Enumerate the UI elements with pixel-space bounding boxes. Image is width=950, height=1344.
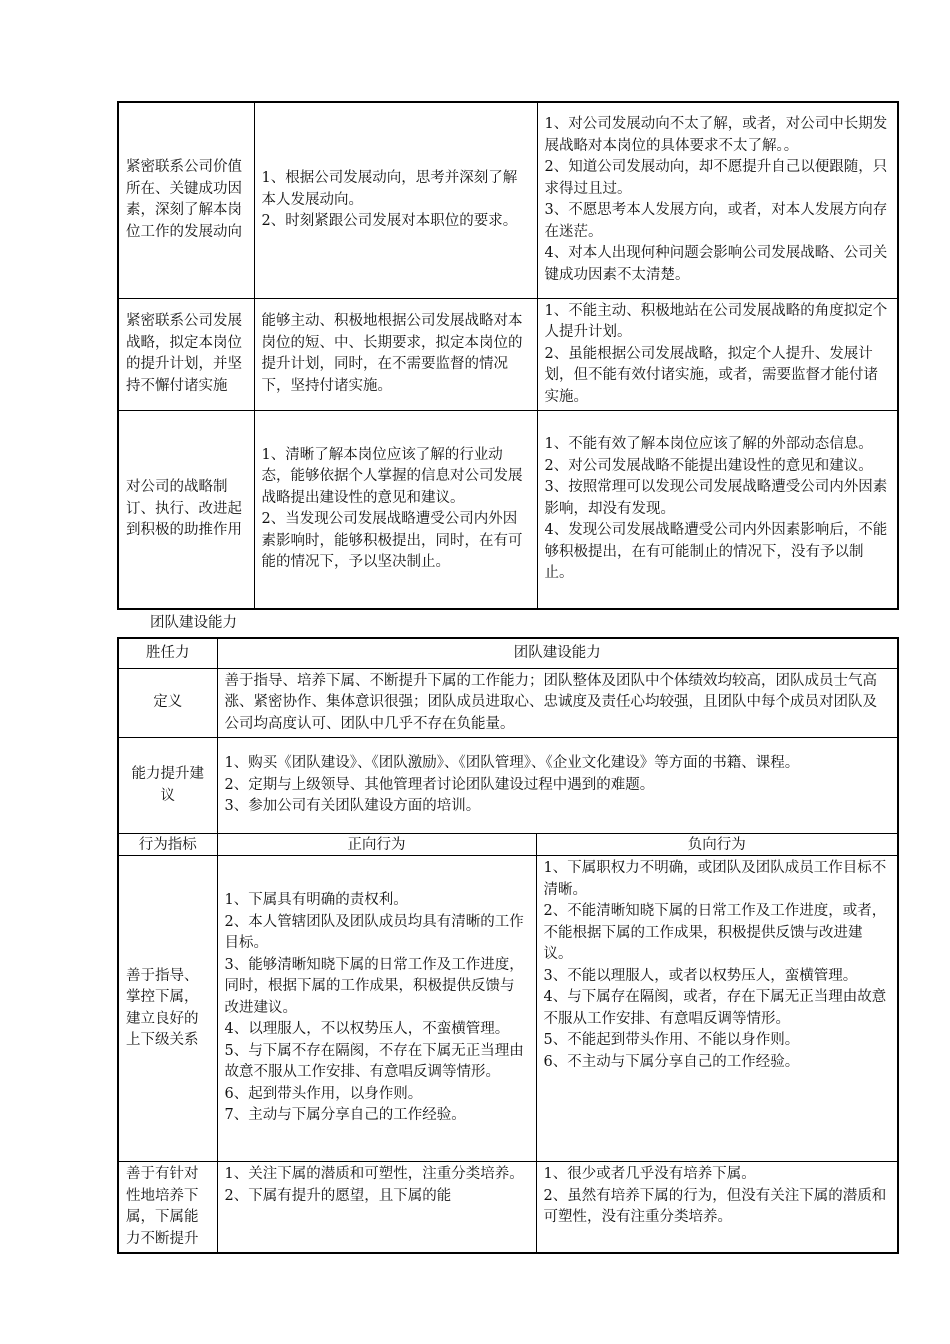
improve-item: 1、购买《团队建设》、《团队激励》、《团队管理》、《企业文化建设》等方面的书籍、课程。 — [224, 755, 800, 772]
negative-item: 1、对公司发展动向不太了解，或者，对公司中长期发展战略对本岗位的具体要求不太了解。。 — [544, 116, 888, 154]
indicator-cell: 善于有针对性地培养下属，下属能力不断提升 — [118, 1162, 217, 1254]
table-row — [118, 856, 898, 1162]
improve-item: 2、定期与上级领导、其他管理者讨论团队建设过程中遇到的难题。 — [224, 776, 655, 793]
header-indicator: 行为指标 — [118, 834, 217, 856]
negative-cell — [537, 411, 898, 609]
competency-cell: 对公司的战略制订、执行、改进起到积极的助推作用 — [118, 411, 254, 609]
improve-cell — [217, 738, 898, 834]
negative-cell — [537, 102, 898, 298]
table-row — [118, 638, 898, 668]
table-row — [118, 102, 898, 298]
positive-item: 1、根据公司发展动向，思考并深刻了解本人发展动向。 — [261, 170, 518, 208]
competency-name: 团队建设能力 — [217, 638, 898, 668]
competency-cell: 紧密联系公司价值所在、关键成功因素，深刻了解本岗位工作的发展动向 — [118, 102, 254, 298]
negative-item: 2、虽能根据公司发展战略，拟定个人提升、发展计划，但不能有效付诸实施，或者，需要监督才能付诸实施。 — [544, 345, 878, 405]
positive-item: 能够主动、积极地根据公司发展战略对本岗位的短、中、长期要求，拟定本岗位的提升计划，同时，在不需要监督的情况下，坚持付诸实施。 — [261, 313, 523, 394]
improve-item: 3、参加公司有关团队建设方面的培训。 — [224, 798, 481, 815]
negative-item: 1、不能有效了解本岗位应该了解的外部动态信息。 — [544, 436, 873, 452]
negative-item: 1、下属职权力不明确，或团队及团队成员工作目标不清晰。 — [543, 860, 887, 898]
negative-item: 2、不能清晰知晓下属的日常工作及工作进度，或者，不能根据下属的工作成果，积极提供反馈与改进建议。 — [543, 903, 887, 962]
positive-item: 2、下属有提升的愿望，且下属的能 — [224, 1187, 452, 1204]
positive-item: 6、起到带头作用，以身作则。 — [224, 1085, 423, 1102]
negative-item: 4、对本人出现何种问题会影响公司发展战略、公司关键成功因素不太清楚。 — [544, 245, 888, 283]
table-row — [118, 298, 898, 411]
negative-item: 4、发现公司发展战略遭受公司内外因素影响后，不能够积极提出，在有可能制止的情况下，没有予以制止。 — [544, 522, 888, 581]
negative-item: 2、对公司发展战略不能提出建设性的意见和建议。 — [544, 457, 873, 474]
positive-item: 4、以理服人，不以权势压人，不蛮横管理。 — [224, 1021, 510, 1038]
strategy-table — [117, 101, 899, 610]
negative-item: 1、很少或者几乎没有培养下属。 — [543, 1166, 756, 1182]
definition-label: 定义 — [118, 668, 217, 738]
positive-item: 2、当发现公司发展战略遭受公司内外因素影响时，能够积极提出，同时，在有可能的情况下，予以坚决制止。 — [261, 511, 523, 571]
negative-item: 2、知道公司发展动向，却不愿提升自己以便跟随，只求得过且过。 — [544, 159, 888, 197]
negative-item: 3、不愿思考本人发展方向，或者，对本人发展方向存在迷茫。 — [544, 202, 888, 240]
definition-text: 善于指导、培养下属、不断提升下属的工作能力；团队整体及团队中个体绩效均较高，团队成员士气高涨、紧密协作、集体意识很强；团队成员进取心、忠诚度及责任心均较强，且团队中每个成员对团队及公司均高度认可、团队中几乎不存在负能量。 — [217, 668, 898, 738]
positive-item: 1、清晰了解本岗位应该了解的行业动态，能够依据个人掌握的信息对公司发展战略提出建设性的意见和建议。 — [261, 446, 523, 506]
positive-item: 2、时刻紧跟公司发展对本职位的要求。 — [261, 213, 518, 229]
section-caption: 团队建设能力 — [150, 615, 237, 631]
negative-item: 3、按照常理可以发现公司发展战略遭受公司内外因素影响，却没有发现。 — [544, 479, 888, 517]
positive-item: 5、与下属不存在隔阂，不存在下属无正当理由故意不服从工作安排、有意唱反调等情形。 — [224, 1042, 524, 1081]
negative-item: 6、不主动与下属分享自己的工作经验。 — [543, 1053, 800, 1070]
team-building-table — [117, 637, 899, 1254]
positive-item: 3、能够清晰知晓下属的日常工作及工作进度，同时，根据下属的工作成果，积极提供反馈与改进建议。 — [224, 956, 524, 1016]
improve-label: 能力提升建议 — [118, 738, 217, 834]
positive-cell — [254, 411, 537, 609]
indicator-cell: 善于指导、掌控下属，建立良好的上下级关系 — [118, 856, 217, 1162]
negative-item: 1、不能主动、积极地站在公司发展战略的角度拟定个人提升计划。 — [544, 302, 888, 340]
header-positive: 正向行为 — [217, 834, 536, 856]
positive-item: 1、下属具有明确的责权利。 — [224, 892, 408, 909]
table-row — [118, 668, 898, 738]
table-header-row — [118, 834, 898, 856]
negative-item: 2、虽然有培养下属的行为，但没有关注下属的潜质和可塑性，没有注重分类培养。 — [543, 1187, 887, 1225]
positive-cell — [217, 1162, 536, 1254]
negative-item: 5、不能起到带头作用、不能以身作则。 — [543, 1032, 800, 1048]
competency-cell: 紧密联系公司发展战略，拟定本岗位的提升计划，并坚持不懈付诸实施 — [118, 298, 254, 411]
competency-label: 胜任力 — [118, 638, 217, 668]
header-negative: 负向行为 — [536, 834, 898, 856]
negative-item: 3、不能以理服人，或者以权势压人，蛮横管理。 — [543, 967, 858, 984]
positive-cell — [254, 102, 537, 298]
positive-cell — [254, 298, 537, 411]
positive-item: 7、主动与下属分享自己的工作经验。 — [224, 1107, 466, 1124]
table-row — [118, 1162, 898, 1254]
negative-cell — [537, 298, 898, 411]
positive-item: 1、关注下属的潜质和可塑性，注重分类培养。 — [224, 1166, 524, 1182]
positive-cell — [217, 856, 536, 1162]
table-row — [118, 411, 898, 609]
table-row — [118, 738, 898, 834]
negative-cell — [536, 1162, 898, 1254]
negative-item: 4、与下属存在隔阂，或者，存在下属无正当理由故意不服从工作安排、有意唱反调等情形。 — [543, 989, 887, 1027]
negative-cell — [536, 856, 898, 1162]
positive-item: 2、本人管辖团队及团队成员均具有清晰的工作目标。 — [224, 913, 524, 952]
